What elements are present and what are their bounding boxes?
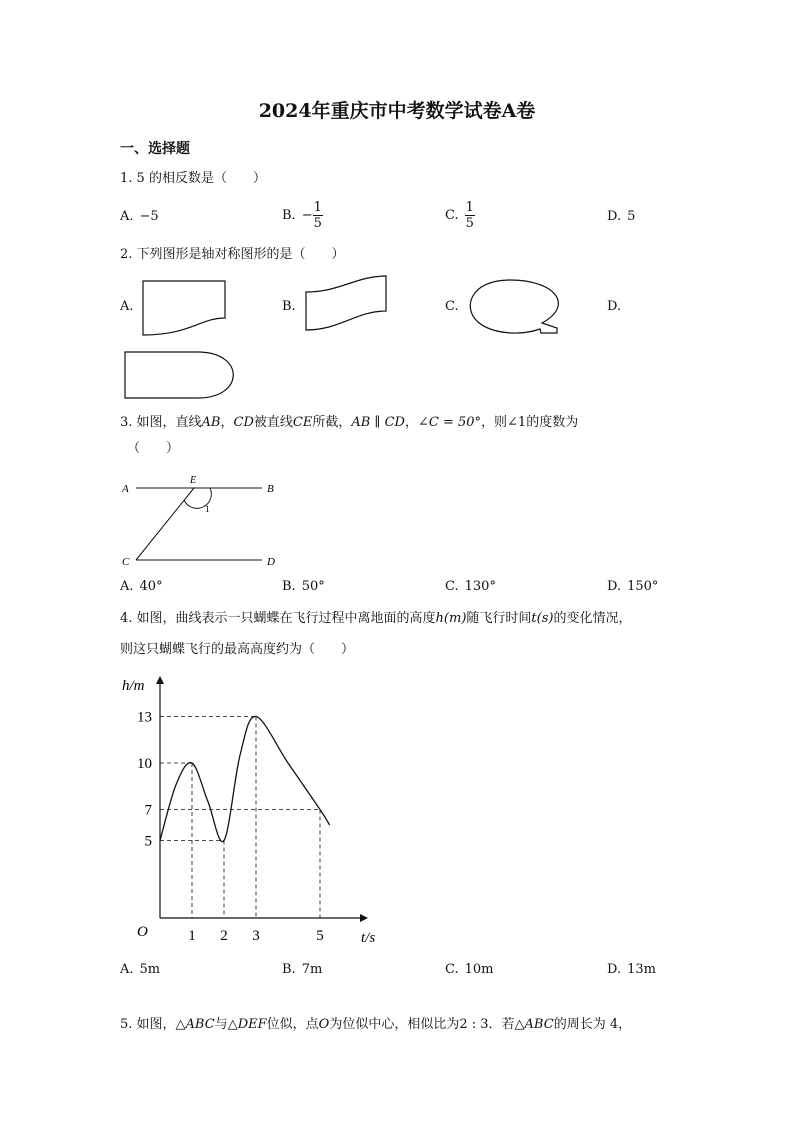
q4-stem-line2: 则这只蝴蝶飞行的最高高度约为（ ） [120,642,355,657]
q3-option-b[interactable]: B. 50° [282,579,325,594]
q2-shape-c[interactable] [470,280,558,333]
x-tick-label: 2 [220,928,228,944]
y-tick-label: 7 [144,802,152,819]
q2-shape-d[interactable] [125,352,233,398]
q2-option-b-label[interactable]: B. [282,299,296,314]
x-tick-label: 1 [188,928,196,944]
q2-shape-a[interactable] [143,281,225,335]
x-tick-label: 5 [316,928,324,944]
y-axis-label: h/m [122,678,145,694]
q2-option-d-label[interactable]: D. [607,299,622,314]
x-axis-label: t/s [361,930,376,946]
q4-stem-line1: 4. 如图，曲线表示一只蝴蝶在飞行过程中离地面的高度h(m)随飞行时间t(s)的变化情况， [120,611,632,626]
q2-shape-b[interactable] [306,276,386,330]
q4-option-a[interactable]: A. 5m [120,962,161,977]
origin-label: O [137,924,148,940]
point-b-label: B [267,483,274,495]
q5-stem: 5. 如图，△ABC与△DEF位似，点O为位似中心，相似比为2 : 3．若△ABC的周长为 4， [120,1017,632,1032]
x-tick-label: 3 [252,928,260,944]
line-ce [136,488,194,560]
y-tick-label: 10 [137,756,152,772]
point-a-label: A [122,483,129,495]
q1-stem: 1. 5 的相反数是（ ） [120,171,266,186]
q1-option-a[interactable]: A. −5 [120,209,159,224]
q4-chart [110,670,400,960]
q2-figures [0,0,794,420]
angle-1-label: 1 [205,504,210,514]
section-heading: 一、选择题 [120,141,190,157]
x-axis-arrow [360,914,368,922]
q4-option-d[interactable]: D. 13m [607,962,656,977]
y-axis-arrow [156,676,164,684]
chart-guides [160,717,320,919]
chart-tick-labels [137,710,324,945]
q2-option-c-label[interactable]: C. [445,299,459,314]
q1-option-c[interactable]: C. $\frac{1}{5}$ [445,200,474,231]
q1-option-d[interactable]: D. 5 [607,209,636,224]
q3-figure [110,468,310,572]
q4-option-c[interactable]: C. 10m [445,962,494,977]
q3-stem: 3. 如图，直线AB，CD被直线CE所截，AB ∥ CD，∠C = 50°，则∠1的度数为 [120,415,579,430]
y-tick-label: 13 [137,709,152,726]
q3-option-a[interactable]: A. 40° [120,579,163,594]
q3-option-c[interactable]: C. 130° [445,579,496,594]
fraction: $\frac{1}{5}$ [313,200,322,231]
q2-stem: 2. 下列图形是轴对称图形的是（ ） [120,247,345,262]
q2-option-a-label[interactable]: A. [120,299,134,314]
q3-paren: （ ） [127,441,180,456]
q3-option-d[interactable]: D. 150° [607,579,659,594]
chart-series-line [160,716,330,841]
point-c-label: C [122,556,130,568]
fraction: $\frac{1}{5}$ [465,200,474,231]
page-title: 2024年重庆市中考数学试卷A卷 [258,100,536,122]
q1-option-b[interactable]: B. − $\frac{1}{5}$ [282,200,322,231]
q4-option-b[interactable]: B. 7m [282,962,323,977]
point-d-label: D [267,556,275,568]
y-tick-label: 5 [144,833,152,850]
point-e-label: E [190,475,197,486]
